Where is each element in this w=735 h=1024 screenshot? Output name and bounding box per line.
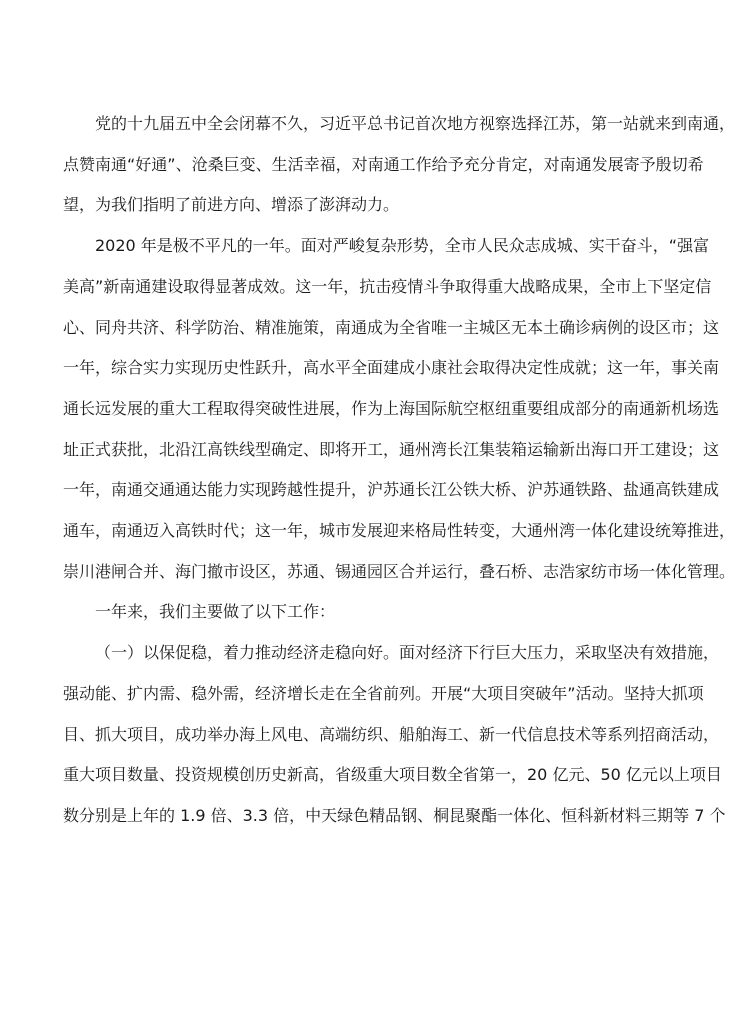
paragraph-work-intro	[63, 592, 661, 633]
paragraph-2020-review	[63, 226, 735, 592]
text-line: 一年，南通交通通达能力实现跨越性提升，沪苏通长江公铁大桥、沪苏通铁路、盐通高铁建成	[63, 480, 720, 500]
text-line: 崇川港闸合并、海门撤市设区，苏通、锡通园区合并运行，叠石桥、志浩家纺市场一体化管理。	[63, 561, 735, 581]
text-line: 通车，南通迈入高铁时代；这一年，城市发展迎来格局性转变，大通州湾一体化建设统筹推进，	[63, 521, 735, 541]
text-line: 通长远发展的重大工程取得突破性进展，作为上海国际航空枢纽重要组成部分的南通新机场选	[63, 398, 720, 418]
paragraph-opening	[63, 104, 735, 226]
text-line: 心、同舟共济、科学防治、精准施策，南通成为全省唯一主城区无本土确诊病例的设区市；这	[63, 317, 720, 337]
text-line: 一年，综合实力实现历史性跃升，高水平全面建成小康社会取得决定性成就；这一年，事关南	[63, 358, 720, 378]
text-line: 2020 年是极不平凡的一年。面对严峻复杂形势，全市人民众志成城、实干奋斗，“强富	[95, 236, 710, 256]
text-line: 党的十九届五中全会闭幕不久，习近平总书记首次地方视察选择江苏，第一站就来到南通，	[95, 114, 735, 133]
text-line: 址正式获批，北沿江高铁线型确定、即将开工，通州湾长江集装箱运输新出海口开工建设；这	[63, 439, 720, 459]
text-line: 点赞南通“好通”、沧桑巨变、生活幸福，对南通工作给予充分肯定，对南通发展寄予殷切希	[63, 154, 704, 174]
text-line: 美高”新南通建设取得显著成效。这一年，抗击疫情斗争取得重大战略成果，全市上下坚定信	[63, 276, 712, 296]
text-line: 强动能、扩内需、稳外需，经济增长走在全省前列。开展“大项目突破年”活动。坚持大抓项	[63, 683, 704, 703]
document-body	[63, 104, 735, 837]
text-line: 数分别是上年的 1.9 倍、3.3 倍，中天绿色精品钢、桐昆聚酯一体化、恒科新材料三期等 7 个	[63, 805, 726, 825]
text-line: 望，为我们指明了前进方向、增添了澎湃动力。	[63, 195, 400, 215]
text-line: （一）以保促稳，着力推动经济走稳向好。面对经济下行巨大压力，采取坚决有效措施，	[95, 643, 720, 663]
text-line: 目、抓大项目，成功举办海上风电、高端纺织、船舶海工、新一代信息技术等系列招商活动，	[63, 724, 720, 744]
text-line: 一年来，我们主要做了以下工作：	[95, 602, 336, 622]
paragraph-section-one	[63, 633, 726, 837]
text-line: 重大项目数量、投资规模创历史新高，省级重大项目数全省第一，20 亿元、50 亿元以上项目	[63, 765, 722, 785]
